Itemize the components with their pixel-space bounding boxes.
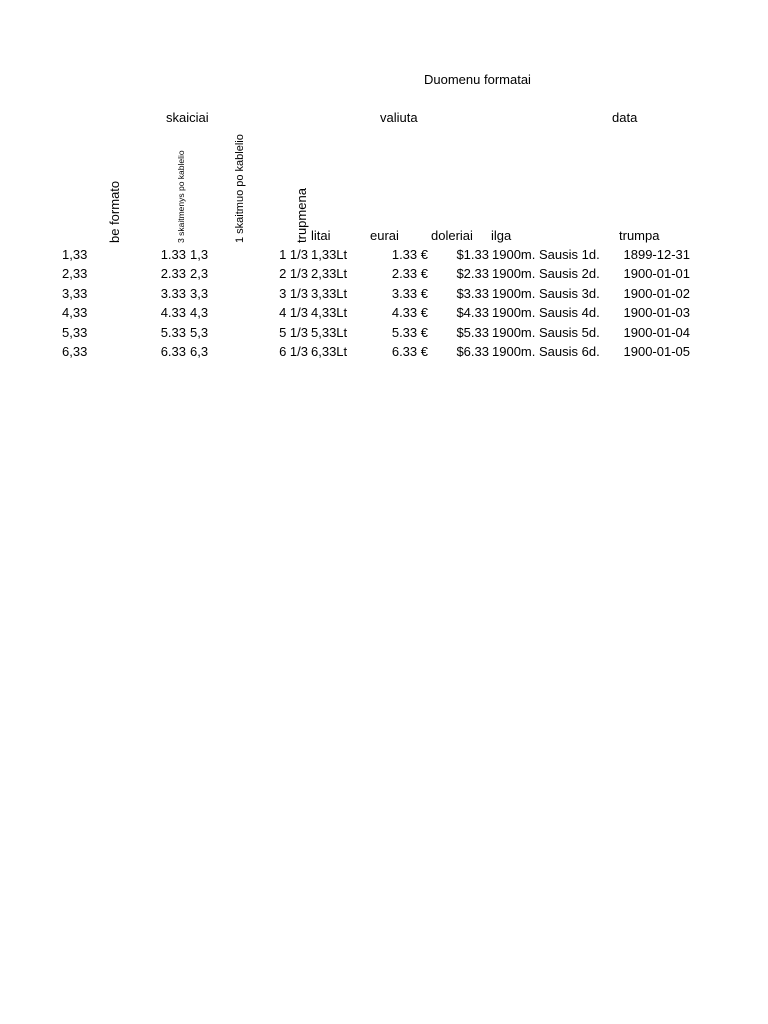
- group-header-skaiciai: skaiciai: [166, 110, 209, 125]
- cell-three-decimals: 6.33: [160, 344, 186, 359]
- page-title: Duomenu formatai: [424, 72, 531, 87]
- cell-trumpa: 1900-01-02: [623, 286, 690, 301]
- table-row: [0, 286, 768, 305]
- cell-be-formato: 6,33: [62, 344, 88, 359]
- cell-doleriai: $1.33: [456, 247, 489, 262]
- cell-one-decimal: 5,3: [190, 325, 209, 340]
- table-row: [0, 266, 768, 285]
- cell-three-decimals: 4.33: [160, 305, 186, 320]
- cell-ilga: 1900m. Sausis 3d.: [492, 286, 600, 301]
- cell-eurai: 4.33 €: [391, 305, 428, 320]
- cell-ilga: 1900m. Sausis 6d.: [492, 344, 600, 359]
- group-header-data: data: [612, 110, 638, 125]
- cell-one-decimal: 2,3: [190, 266, 209, 281]
- cell-litai: 5,33Lt: [311, 325, 348, 340]
- column-header-doleriai: doleriai: [431, 228, 473, 243]
- cell-litai: 4,33Lt: [311, 305, 348, 320]
- cell-one-decimal: 6,3: [190, 344, 209, 359]
- cell-trupmena: 4 1/3: [279, 305, 308, 320]
- cell-three-decimals: 2.33: [160, 266, 186, 281]
- column-header-be-formato: be formato: [107, 180, 122, 243]
- table-row: [0, 247, 768, 266]
- cell-litai: 1,33Lt: [311, 247, 348, 262]
- cell-eurai: 1.33 €: [391, 247, 428, 262]
- cell-trupmena: 1 1/3: [279, 247, 308, 262]
- cell-three-decimals: 1.33: [160, 247, 186, 262]
- cell-three-decimals: 3.33: [160, 286, 186, 301]
- cell-doleriai: $4.33: [456, 305, 489, 320]
- cell-trumpa: 1900-01-01: [623, 266, 690, 281]
- cell-trumpa: 1899-12-31: [623, 247, 690, 262]
- table-row: [0, 325, 768, 344]
- group-header-valiuta: valiuta: [380, 110, 418, 125]
- table-row: [0, 344, 768, 363]
- cell-eurai: 2.33 €: [391, 266, 428, 281]
- cell-ilga: 1900m. Sausis 5d.: [492, 325, 600, 340]
- cell-trupmena: 5 1/3: [279, 325, 308, 340]
- cell-be-formato: 2,33: [62, 266, 88, 281]
- cell-three-decimals: 5.33: [160, 325, 186, 340]
- column-header-litai: litai: [311, 228, 331, 243]
- cell-ilga: 1900m. Sausis 2d.: [492, 266, 600, 281]
- column-header-ilga: ilga: [491, 228, 512, 243]
- table-row: [0, 305, 768, 324]
- cell-doleriai: $2.33: [456, 266, 489, 281]
- cell-doleriai: $3.33: [456, 286, 489, 301]
- cell-be-formato: 5,33: [62, 325, 88, 340]
- cell-trumpa: 1900-01-04: [623, 325, 690, 340]
- cell-trupmena: 2 1/3: [279, 266, 308, 281]
- cell-trumpa: 1900-01-05: [623, 344, 690, 359]
- column-header-three-decimals: 3 skaitmenys po kablelio: [176, 150, 186, 243]
- cell-doleriai: $5.33: [456, 325, 489, 340]
- cell-one-decimal: 4,3: [190, 305, 209, 320]
- cell-one-decimal: 3,3: [190, 286, 209, 301]
- column-header-trupmena: trupmena: [294, 188, 309, 243]
- cell-one-decimal: 1,3: [190, 247, 209, 262]
- cell-trupmena: 3 1/3: [279, 286, 308, 301]
- cell-eurai: 6.33 €: [391, 344, 428, 359]
- cell-ilga: 1900m. Sausis 4d.: [492, 305, 600, 320]
- cell-litai: 3,33Lt: [311, 286, 348, 301]
- cell-eurai: 3.33 €: [391, 286, 428, 301]
- cell-be-formato: 3,33: [62, 286, 88, 301]
- cell-be-formato: 1,33: [62, 247, 88, 262]
- cell-doleriai: $6.33: [456, 344, 489, 359]
- cell-litai: 6,33Lt: [311, 344, 348, 359]
- column-header-one-decimal: 1 skaitmuo po kablelio: [234, 134, 246, 243]
- cell-trumpa: 1900-01-03: [623, 305, 690, 320]
- cell-be-formato: 4,33: [62, 305, 88, 320]
- column-header-eurai: eurai: [370, 228, 399, 243]
- cell-eurai: 5.33 €: [391, 325, 428, 340]
- cell-trupmena: 6 1/3: [279, 344, 308, 359]
- column-header-trumpa: trumpa: [619, 228, 660, 243]
- cell-litai: 2,33Lt: [311, 266, 348, 281]
- cell-ilga: 1900m. Sausis 1d.: [492, 247, 600, 262]
